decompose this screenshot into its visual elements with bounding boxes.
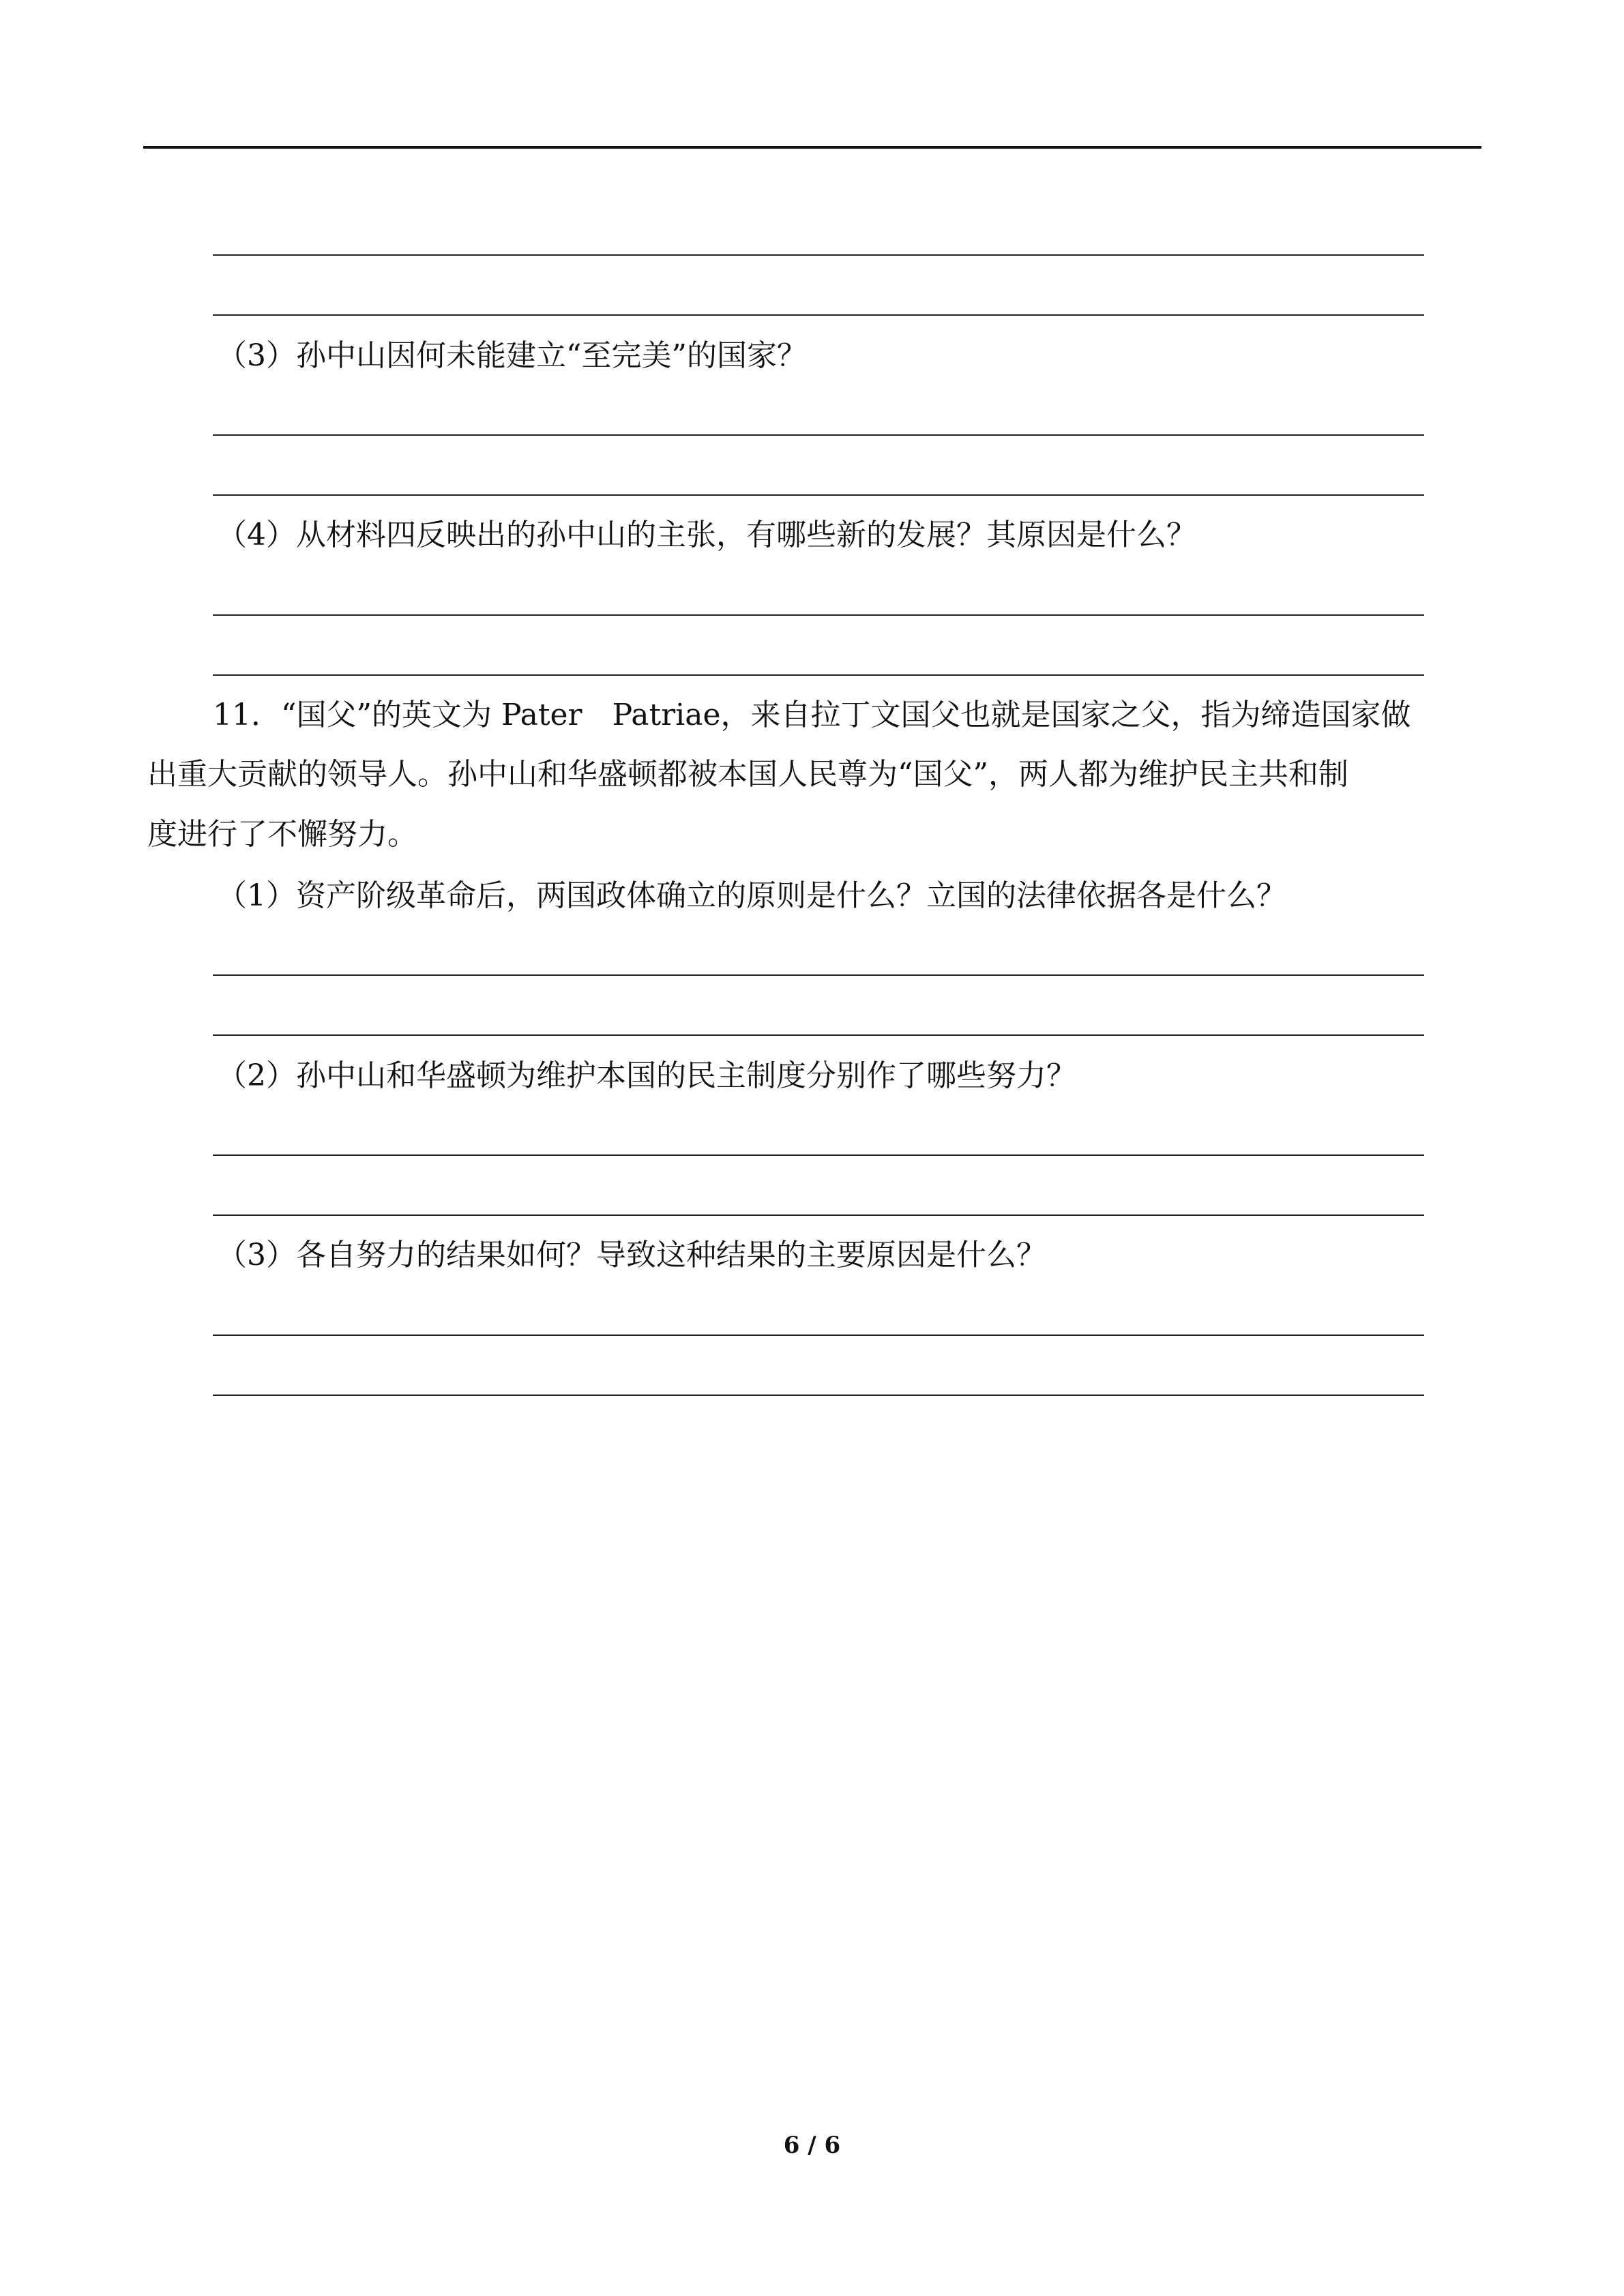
answer-line — [213, 1034, 1424, 1036]
question-11-stem-line1: 11．“国父”的英文为 Pater Patriae，来自拉丁文国父也就是国家之父，指为缔造国家做 — [213, 698, 1411, 732]
answer-line — [213, 314, 1424, 316]
answer-line — [213, 674, 1424, 676]
question-11-2: （2）孙中山和华盛顿为维护本国的民主制度分别作了哪些努力？ — [217, 1058, 1076, 1093]
answer-line — [213, 1395, 1424, 1396]
question-11-stem-line3: 度进行了不懈努力。 — [147, 817, 417, 852]
question-10-3: （3）孙中山因何未能建立“至完美”的国家？ — [217, 338, 807, 373]
answer-line — [213, 1214, 1424, 1216]
page-number: 6 / 6 — [783, 2132, 841, 2159]
header-rule — [143, 146, 1481, 149]
answer-line — [213, 974, 1424, 976]
answer-line — [213, 494, 1424, 496]
answer-line — [213, 434, 1424, 436]
question-11-stem-line2: 出重大贡献的领导人。孙中山和华盛顿都被本国人民尊为“国父”，两人都为维护民主共和制 — [147, 757, 1348, 792]
question-10-4: （4）从材料四反映出的孙中山的主张，有哪些新的发展？其原因是什么？ — [217, 518, 1196, 552]
answer-line — [213, 1335, 1424, 1336]
answer-line — [213, 614, 1424, 616]
answer-line — [213, 1154, 1424, 1156]
question-11-1: （1）资产阶级革命后，两国政体确立的原则是什么？立国的法律依据各是什么？ — [217, 878, 1286, 913]
answer-line — [213, 254, 1424, 256]
question-11-3: （3）各自努力的结果如何？导致这种结果的主要原因是什么？ — [217, 1238, 1046, 1272]
